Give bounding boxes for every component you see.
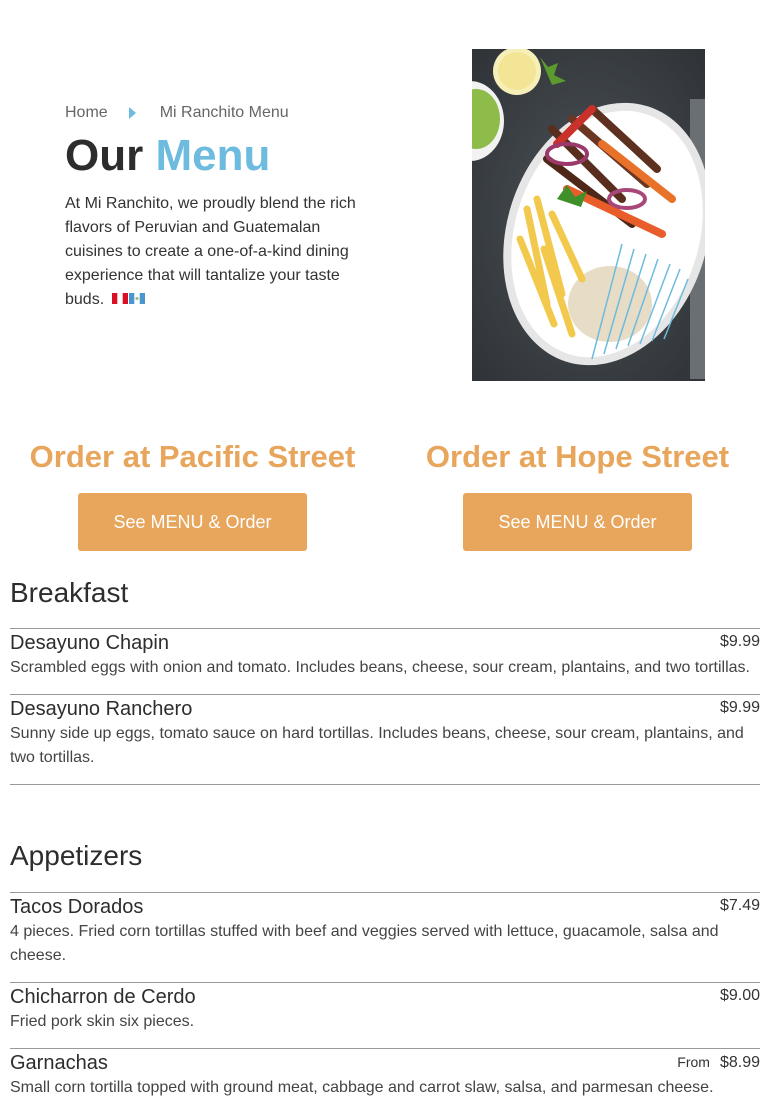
menu-item-price: $9.99 bbox=[719, 633, 760, 650]
menu-item-description: Scrambled eggs with onion and tomato. Includes beans, cheese, sour cream, plantains, and two tortillas. bbox=[10, 659, 750, 676]
divider bbox=[10, 694, 760, 695]
pacific-order-button[interactable]: See MENU & Order bbox=[78, 493, 307, 551]
page-title-main: Our bbox=[65, 131, 144, 180]
chevron-right-icon bbox=[129, 107, 136, 119]
menu-item-name: Garnachas bbox=[10, 1052, 108, 1074]
price-prefix: From bbox=[677, 1054, 710, 1070]
menu-item-price: $9.00 bbox=[719, 987, 760, 1004]
breadcrumb-current: Mi Ranchito Menu bbox=[159, 104, 289, 121]
guatemala-flag-icon bbox=[129, 293, 145, 304]
menu-item-price: $9.99 bbox=[719, 699, 760, 716]
divider bbox=[10, 1048, 760, 1049]
divider bbox=[10, 892, 760, 893]
menu-item bbox=[10, 894, 760, 968]
dish-photo bbox=[472, 49, 705, 381]
order-pacific-street bbox=[0, 438, 385, 551]
page-title bbox=[65, 128, 270, 184]
order-pacific-title: Order at Pacific Street bbox=[29, 439, 356, 474]
price-value: $8.99 bbox=[719, 1054, 760, 1071]
menu-item-price: $7.49 bbox=[719, 897, 760, 914]
menu-item bbox=[10, 696, 760, 770]
menu-item-description: Fried pork skin six pieces. bbox=[10, 1013, 195, 1030]
menu-item bbox=[10, 984, 760, 1034]
breadcrumb bbox=[65, 104, 289, 122]
intro-text bbox=[65, 192, 365, 312]
order-hope-title: Order at Hope Street bbox=[425, 439, 730, 474]
hope-order-button[interactable]: See MENU & Order bbox=[463, 493, 692, 551]
section-title-appetizers: Appetizers bbox=[10, 840, 143, 871]
menu-item-description: Sunny side up eggs, tomato sauce on hard tortillas. Includes beans, cheese, sour cream, plantains, and two tortillas. bbox=[10, 725, 744, 766]
page-title-accent: Menu bbox=[155, 131, 271, 180]
divider bbox=[10, 628, 760, 629]
intro-paragraph: At Mi Ranchito, we proudly blend the rich flavors of Peruvian and Guatemalan cuisines to create a one-of-a-kind dining experience that will tantalize your taste buds. bbox=[65, 195, 356, 308]
menu-item-description: Small corn tortilla topped with ground meat, cabbage and carrot slaw, salsa, and parmesan cheese. bbox=[10, 1079, 714, 1096]
peru-flag-icon bbox=[112, 293, 128, 304]
divider bbox=[10, 784, 760, 785]
menu-item bbox=[10, 630, 760, 680]
menu-item-name: Desayuno Ranchero bbox=[10, 698, 193, 720]
menu-item-price bbox=[677, 1050, 760, 1075]
section-title-breakfast: Breakfast bbox=[10, 577, 129, 608]
divider bbox=[10, 982, 760, 983]
breadcrumb-home-link[interactable]: Home bbox=[65, 104, 108, 121]
hero-section bbox=[0, 0, 770, 400]
menu-item-name: Desayuno Chapin bbox=[10, 632, 169, 654]
menu-item-name: Tacos Dorados bbox=[10, 896, 144, 918]
order-hope-street bbox=[385, 438, 770, 551]
menu-item-name: Chicharron de Cerdo bbox=[10, 986, 196, 1008]
menu-item-description: 4 pieces. Fried corn tortillas stuffed with beef and veggies served with lettuce, guacamole, salsa and cheese. bbox=[10, 923, 719, 964]
